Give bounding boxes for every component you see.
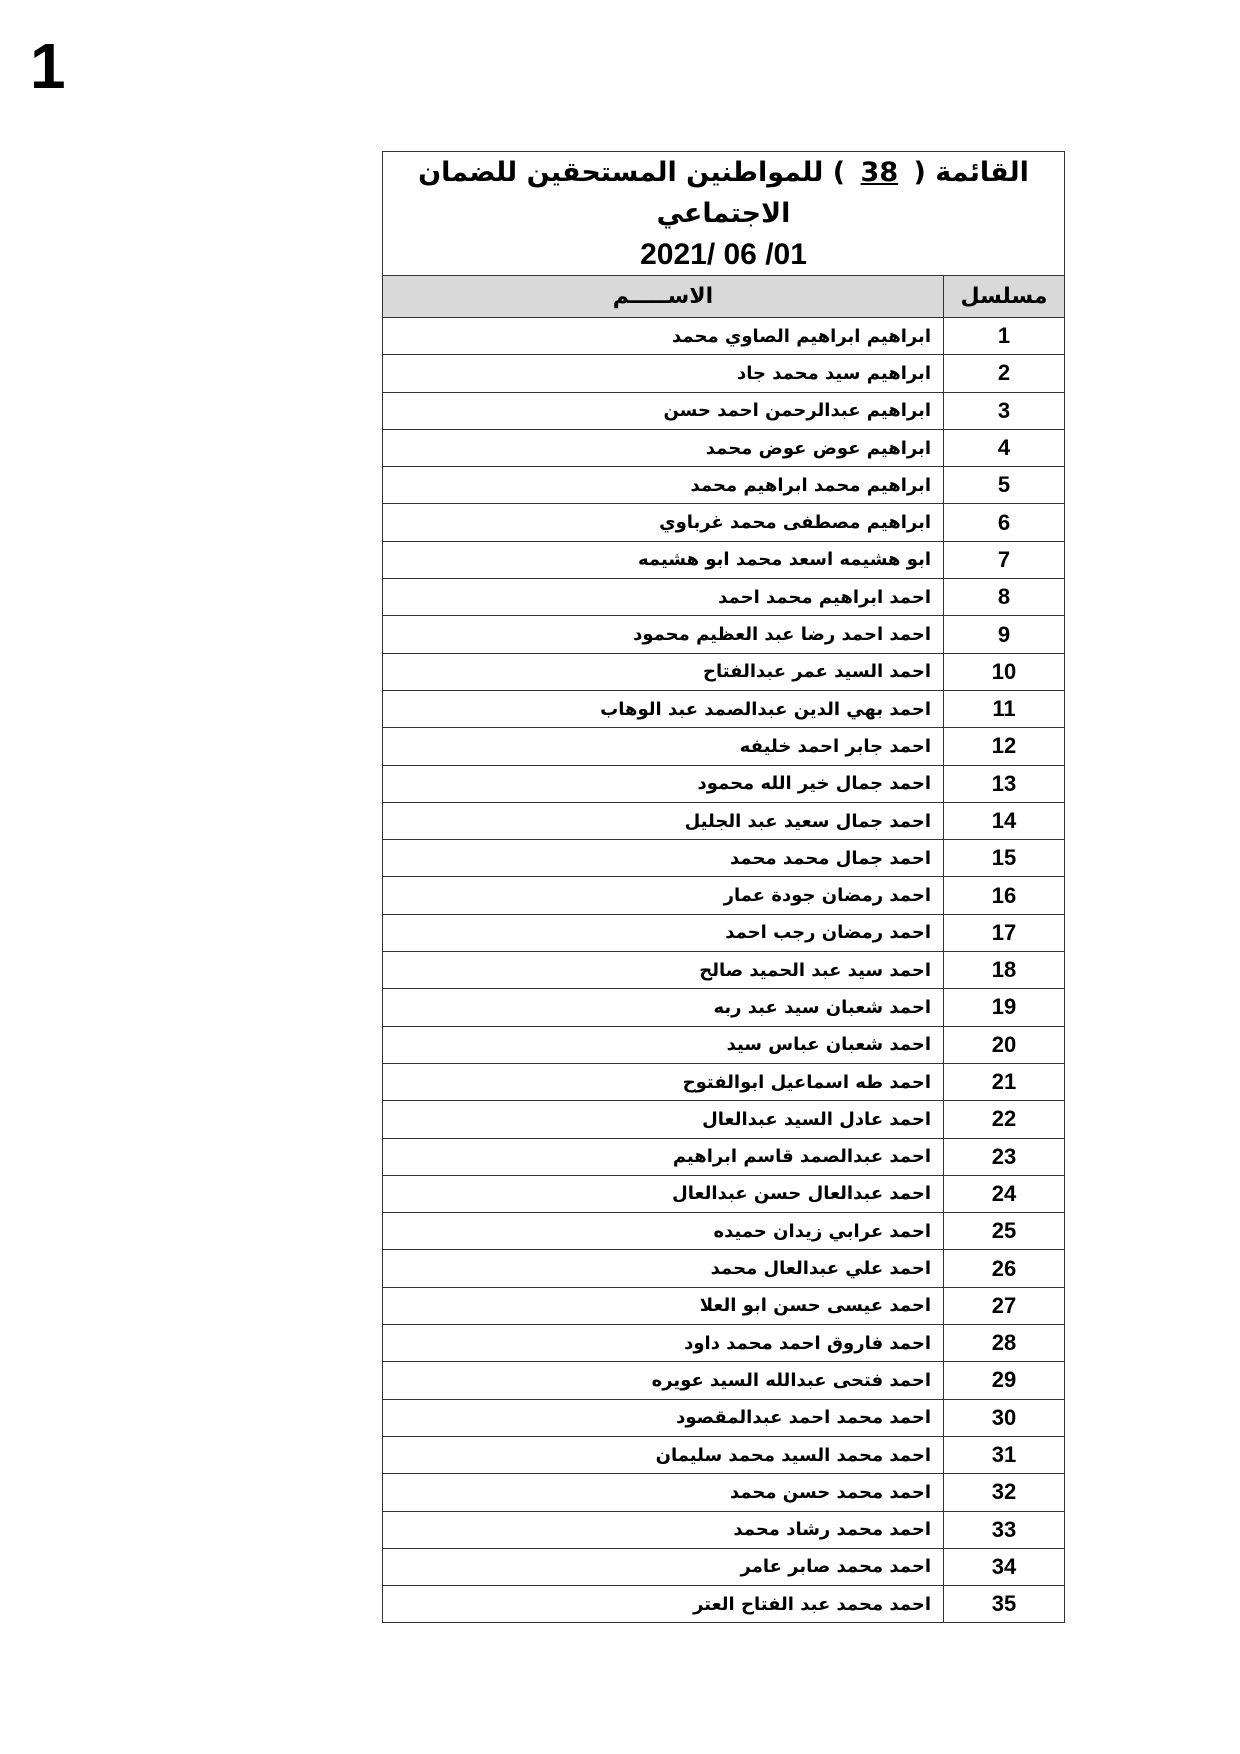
table-row (383, 616, 1065, 653)
name-cell: احمد شعبان سيد عبد ربه (383, 989, 944, 1026)
name-cell: احمد احمد رضا عبد العظيم محمود (383, 616, 944, 653)
table-row (383, 579, 1065, 616)
table-row (383, 765, 1065, 802)
serial-cell: 10 (944, 653, 1065, 690)
name-cell: احمد محمد احمد عبدالمقصود (383, 1399, 944, 1436)
table-body (383, 318, 1065, 1623)
name-cell: ابراهيم عوض عوض محمد (383, 429, 944, 466)
table-row (383, 1138, 1065, 1175)
name-cell: احمد عيسى حسن ابو العلا (383, 1287, 944, 1324)
serial-cell: 13 (944, 765, 1065, 802)
name-cell: احمد محمد رشاد محمد (383, 1511, 944, 1548)
serial-cell: 4 (944, 429, 1065, 466)
name-cell: احمد جمال محمد محمد (383, 840, 944, 877)
serial-cell: 14 (944, 802, 1065, 839)
name-cell: احمد عادل السيد عبدالعال (383, 1101, 944, 1138)
name-cell: احمد محمد حسن محمد (383, 1474, 944, 1511)
serial-cell: 29 (944, 1362, 1065, 1399)
table-title (383, 152, 1065, 276)
table-row (383, 1436, 1065, 1473)
serial-cell: 5 (944, 467, 1065, 504)
table-row (383, 653, 1065, 690)
table-row (383, 429, 1065, 466)
serial-cell: 24 (944, 1175, 1065, 1212)
table-row (383, 989, 1065, 1026)
header-row (383, 276, 1065, 318)
serial-cell: 20 (944, 1026, 1065, 1063)
name-cell: احمد ابراهيم محمد احمد (383, 579, 944, 616)
table-row (383, 877, 1065, 914)
serial-cell: 12 (944, 728, 1065, 765)
serial-column-header: مسلسل (944, 276, 1065, 318)
serial-cell: 31 (944, 1436, 1065, 1473)
name-cell: ابراهيم عبدالرحمن احمد حسن (383, 392, 944, 429)
serial-cell: 11 (944, 690, 1065, 727)
table-row (383, 1325, 1065, 1362)
name-column-header: الاســـــم (383, 276, 944, 318)
serial-cell: 23 (944, 1138, 1065, 1175)
name-cell: ابراهيم مصطفى محمد غرباوي (383, 504, 944, 541)
table-row (383, 1362, 1065, 1399)
table-row (383, 1026, 1065, 1063)
serial-cell: 1 (944, 318, 1065, 355)
name-cell: احمد رمضان جودة عمار (383, 877, 944, 914)
serial-cell: 34 (944, 1548, 1065, 1585)
table-row (383, 1213, 1065, 1250)
name-cell: احمد عرابي زيدان حميده (383, 1213, 944, 1250)
name-cell: احمد جابر احمد خليفه (383, 728, 944, 765)
serial-cell: 21 (944, 1063, 1065, 1100)
page-number: 1 (30, 30, 66, 102)
beneficiaries-table (382, 151, 1065, 1623)
name-cell: احمد محمد صابر عامر (383, 1548, 944, 1585)
serial-cell: 7 (944, 541, 1065, 578)
table-row (383, 802, 1065, 839)
serial-cell: 3 (944, 392, 1065, 429)
name-cell: احمد عبدالصمد قاسم ابراهيم (383, 1138, 944, 1175)
table-row (383, 392, 1065, 429)
table-row (383, 1548, 1065, 1585)
name-cell: احمد جمال خير الله محمود (383, 765, 944, 802)
table-row (383, 318, 1065, 355)
name-cell: احمد فاروق احمد محمد داود (383, 1325, 944, 1362)
table-row (383, 914, 1065, 951)
serial-cell: 2 (944, 355, 1065, 392)
serial-cell: 32 (944, 1474, 1065, 1511)
name-cell: ابو هشيمه اسعد محمد ابو هشيمه (383, 541, 944, 578)
serial-cell: 30 (944, 1399, 1065, 1436)
table-row (383, 1175, 1065, 1212)
table-row (383, 952, 1065, 989)
name-cell: احمد جمال سعيد عبد الجليل (383, 802, 944, 839)
table-row (383, 1511, 1065, 1548)
name-cell: احمد السيد عمر عبدالفتاح (383, 653, 944, 690)
name-cell: احمد علي عبدالعال محمد (383, 1250, 944, 1287)
table-row (383, 1063, 1065, 1100)
table-row (383, 504, 1065, 541)
table-row (383, 690, 1065, 727)
table-row (383, 1287, 1065, 1324)
serial-cell: 9 (944, 616, 1065, 653)
name-cell: ابراهيم محمد ابراهيم محمد (383, 467, 944, 504)
table-row (383, 467, 1065, 504)
name-cell: ابراهيم ابراهيم الصاوي محمد (383, 318, 944, 355)
name-cell: احمد شعبان عباس سيد (383, 1026, 944, 1063)
list-date: 2021/ 06 /01 (640, 238, 807, 271)
serial-cell: 27 (944, 1287, 1065, 1324)
table-row (383, 1474, 1065, 1511)
title-prefix: القائمة ( (913, 157, 1029, 188)
serial-cell: 26 (944, 1250, 1065, 1287)
table-row (383, 1101, 1065, 1138)
serial-cell: 8 (944, 579, 1065, 616)
name-cell: احمد سيد عبد الحميد صالح (383, 952, 944, 989)
serial-cell: 19 (944, 989, 1065, 1026)
list-number: 38 (860, 157, 899, 188)
name-cell: احمد فتحى عبدالله السيد عويره (383, 1362, 944, 1399)
table-row (383, 840, 1065, 877)
name-cell: احمد محمد عبد الفتاح العتر (383, 1586, 944, 1623)
serial-cell: 18 (944, 952, 1065, 989)
serial-cell: 16 (944, 877, 1065, 914)
table-row (383, 1250, 1065, 1287)
table-row (383, 355, 1065, 392)
serial-cell: 15 (944, 840, 1065, 877)
serial-cell: 22 (944, 1101, 1065, 1138)
table-row (383, 541, 1065, 578)
table-row (383, 728, 1065, 765)
serial-cell: 33 (944, 1511, 1065, 1548)
title-line (383, 152, 1064, 234)
name-cell: احمد بهي الدين عبدالصمد عبد الوهاب (383, 690, 944, 727)
serial-cell: 35 (944, 1586, 1065, 1623)
serial-cell: 6 (944, 504, 1065, 541)
name-cell: احمد محمد السيد محمد سليمان (383, 1436, 944, 1473)
name-cell: احمد رمضان رجب احمد (383, 914, 944, 951)
serial-cell: 28 (944, 1325, 1065, 1362)
name-cell: ابراهيم سيد محمد جاد (383, 355, 944, 392)
title-suffix: ) للمواطنين المستحقين للضمان الاجتماعي (418, 157, 846, 229)
name-cell: احمد طه اسماعيل ابوالفتوح (383, 1063, 944, 1100)
serial-cell: 25 (944, 1213, 1065, 1250)
serial-cell: 17 (944, 914, 1065, 951)
name-cell: احمد عبدالعال حسن عبدالعال (383, 1175, 944, 1212)
table-row (383, 1586, 1065, 1623)
table-row (383, 1399, 1065, 1436)
